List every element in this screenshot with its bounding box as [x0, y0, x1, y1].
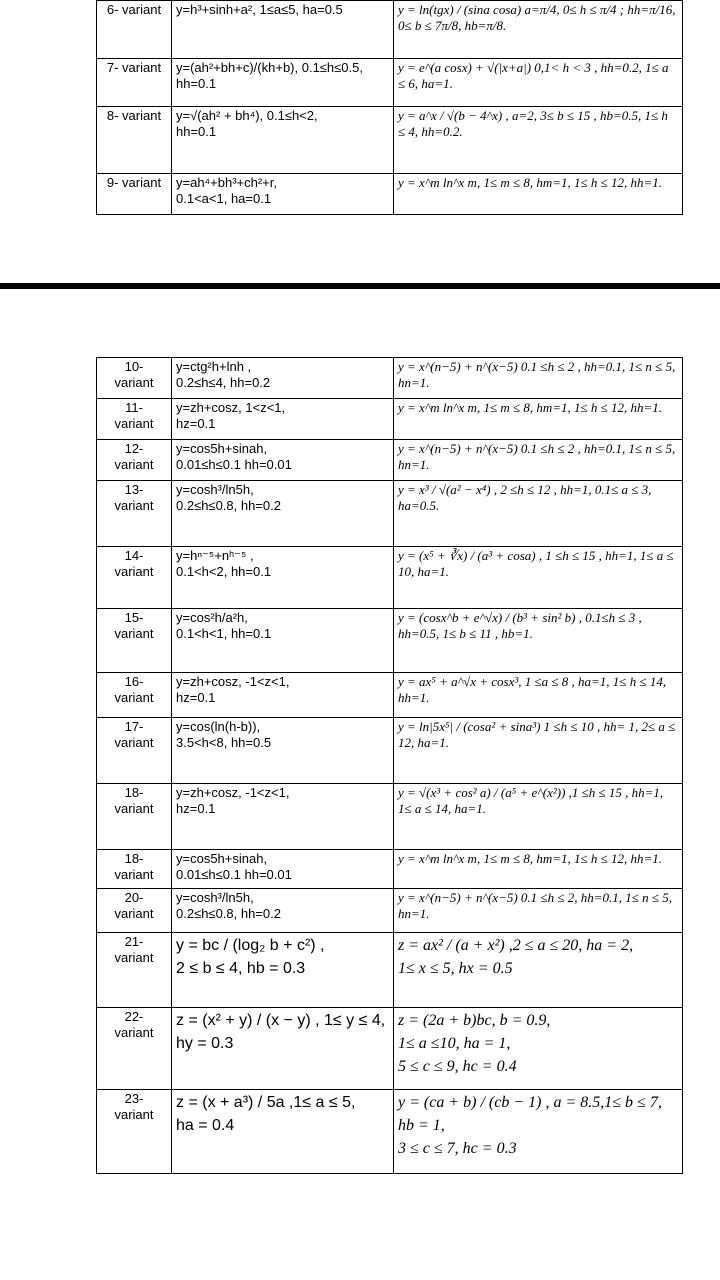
table-row	[97, 547, 683, 609]
variant-task: z = ax² / (a + x²) ,2 ≤ a ≤ 20, ha = 2, 1≤ x ≤ 5, hx = 0.5	[394, 933, 683, 1008]
variant-task: y = x^m ln^x m, 1≤ m ≤ 8, hm=1, 1≤ h ≤ 12, hh=1.	[394, 174, 683, 215]
table-row	[97, 889, 683, 933]
variant-label: 9- variant	[97, 174, 172, 215]
variant-label: 22- variant	[97, 1008, 172, 1090]
variant-formula: y=cos5h+sinah, 0.01≤h≤0.1 hh=0.01	[172, 850, 394, 889]
variant-label: 18- variant	[97, 784, 172, 850]
variant-label: 15- variant	[97, 609, 172, 673]
table-row	[97, 107, 683, 174]
table-row	[97, 673, 683, 718]
variant-formula: y = bc / (log₂ b + c²) , 2 ≤ b ≤ 4, hb = 0.3	[172, 933, 394, 1008]
variant-task: y = ax⁵ + a^√x + cosx³, 1 ≤a ≤ 8 , ha=1, 1≤ h ≤ 14, hh=1.	[394, 673, 683, 718]
variants-table-bottom	[96, 357, 683, 1174]
variant-label: 6- variant	[97, 1, 172, 59]
variant-task: y = ln(tgx) / (sina cosa) a=π/4, 0≤ h ≤ π/4 ; hh=π/16, 0≤ b ≤ 7π/8, hb=π/8.	[394, 1, 683, 59]
table-row	[97, 59, 683, 107]
page-separator	[0, 283, 720, 289]
variant-task: y = x³ / √(a² − x⁴) , 2 ≤h ≤ 12 , hh=1, 0.1≤ a ≤ 3, ha=0.5.	[394, 481, 683, 547]
variant-label: 23- variant	[97, 1090, 172, 1174]
variants-table-top	[96, 0, 683, 215]
table-row	[97, 358, 683, 399]
table-row	[97, 850, 683, 889]
variant-formula: y=h³+sinh+a², 1≤a≤5, ha=0.5	[172, 1, 394, 59]
variant-formula: z = (x² + y) / (x − y) , 1≤ y ≤ 4, hy = 0.3	[172, 1008, 394, 1090]
variant-task: y = e^(a cosx) + √(|x+a|) 0,1< h < 3 , hh=0.2, 1≤ a ≤ 6, ha=1.	[394, 59, 683, 107]
variant-label: 13- variant	[97, 481, 172, 547]
variant-label: 20- variant	[97, 889, 172, 933]
variant-task: y = x^(n−5) + n^(x−5) 0.1 ≤h ≤ 2 , hh=0.1, 1≤ n ≤ 5, hn=1.	[394, 440, 683, 481]
variant-task: y = a^x / √(b − 4^x) , a=2, 3≤ b ≤ 15 , hb=0.5, 1≤ h ≤ 4, hh=0.2.	[394, 107, 683, 174]
variant-task: y = x^m ln^x m, 1≤ m ≤ 8, hm=1, 1≤ h ≤ 12, hh=1.	[394, 399, 683, 440]
variant-task: y = (x⁵ + ∛x) / (a³ + cosa) , 1 ≤h ≤ 15 , hh=1, 1≤ a ≤ 10, ha=1.	[394, 547, 683, 609]
variant-formula: y=ctg²h+lnh , 0.2≤h≤4, hh=0.2	[172, 358, 394, 399]
variant-formula: y=cosh³/ln5h, 0.2≤h≤0.8, hh=0.2	[172, 889, 394, 933]
variant-label: 16- variant	[97, 673, 172, 718]
variant-label: 14- variant	[97, 547, 172, 609]
table-row	[97, 1, 683, 59]
variant-task: y = (ca + b) / (cb − 1) , a = 8.5,1≤ b ≤ 7, hb = 1, 3 ≤ c ≤ 7, hc = 0.3	[394, 1090, 683, 1174]
table-row	[97, 1008, 683, 1090]
variant-task: y = x^(n−5) + n^(x−5) 0.1 ≤h ≤ 2, hh=0.1, 1≤ n ≤ 5, hn=1.	[394, 889, 683, 933]
table-row	[97, 609, 683, 673]
variant-formula: z = (x + a³) / 5a ,1≤ a ≤ 5, ha = 0.4	[172, 1090, 394, 1174]
variant-formula: y=√(ah² + bh⁴), 0.1≤h<2, hh=0.1	[172, 107, 394, 174]
variant-formula: y=hⁿ⁻⁵+nʰ⁻⁵ , 0.1<h<2, hh=0.1	[172, 547, 394, 609]
table-row	[97, 481, 683, 547]
variant-label: 7- variant	[97, 59, 172, 107]
variant-formula: y=zh+cosz, -1<z<1, hz=0.1	[172, 784, 394, 850]
variant-task: y = (cosx^b + e^√x) / (b³ + sin² b) , 0.1≤h ≤ 3 , hh=0.5, 1≤ b ≤ 11 , hb=1.	[394, 609, 683, 673]
table-row	[97, 440, 683, 481]
table-row	[97, 1090, 683, 1174]
variant-label: 8- variant	[97, 107, 172, 174]
variant-task: y = √(x³ + cos² a) / (a⁵ + e^(x²)) ,1 ≤h ≤ 15 , hh=1, 1≤ a ≤ 14, ha=1.	[394, 784, 683, 850]
variant-formula: y=cosh³/ln5h, 0.2≤h≤0.8, hh=0.2	[172, 481, 394, 547]
variant-formula: y=cos5h+sinah, 0.01≤h≤0.1 hh=0.01	[172, 440, 394, 481]
variant-formula: y=ah⁴+bh³+ch²+r, 0.1<a<1, ha=0.1	[172, 174, 394, 215]
variant-task: z = (2a + b)bc, b = 0.9, 1≤ a ≤10, ha = 1, 5 ≤ c ≤ 9, hc = 0.4	[394, 1008, 683, 1090]
table-row	[97, 174, 683, 215]
variant-task: y = x^(n−5) + n^(x−5) 0.1 ≤h ≤ 2 , hh=0.1, 1≤ n ≤ 5, hn=1.	[394, 358, 683, 399]
variant-task: y = ln|5x⁵| / (cosa² + sina³) 1 ≤h ≤ 10 , hh= 1, 2≤ a ≤ 12, ha=1.	[394, 718, 683, 784]
variant-formula: y=zh+cosz, -1<z<1, hz=0.1	[172, 673, 394, 718]
variant-task: y = x^m ln^x m, 1≤ m ≤ 8, hm=1, 1≤ h ≤ 12, hh=1.	[394, 850, 683, 889]
table-row	[97, 718, 683, 784]
variant-formula: y=cos(ln(h-b)), 3.5<h<8, hh=0.5	[172, 718, 394, 784]
variant-formula: y=cos²h/a²h, 0.1<h<1, hh=0.1	[172, 609, 394, 673]
table-row	[97, 399, 683, 440]
variant-label: 17- variant	[97, 718, 172, 784]
table-row	[97, 933, 683, 1008]
variant-label: 10- variant	[97, 358, 172, 399]
variant-formula: y=(ah²+bh+c)/(kh+b), 0.1≤h≤0.5, hh=0.1	[172, 59, 394, 107]
table-row	[97, 784, 683, 850]
variant-formula: y=zh+cosz, 1<z<1, hz=0.1	[172, 399, 394, 440]
variant-label: 18- variant	[97, 850, 172, 889]
variant-label: 12- variant	[97, 440, 172, 481]
variant-label: 21- variant	[97, 933, 172, 1008]
variant-label: 11- variant	[97, 399, 172, 440]
